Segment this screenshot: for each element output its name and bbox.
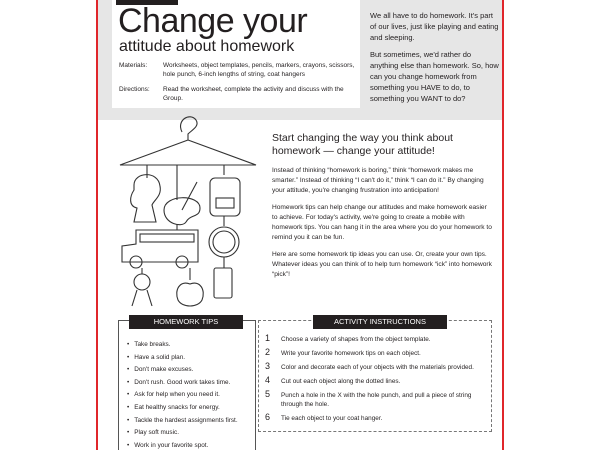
step-text: Choose a variety of shapes from the object template. [281, 336, 431, 343]
tip-item: • Eat healthy snacks for energy. [127, 402, 255, 415]
paintbrush-icon [182, 182, 197, 210]
step-number: 1 [265, 333, 271, 343]
activity-heading: ACTIVITY INSTRUCTIONS [313, 315, 447, 329]
worksheet-page [96, 0, 504, 450]
apple-icon [177, 283, 204, 306]
step-number: 6 [265, 412, 271, 422]
main-paragraph-3: Here are some homework tip ideas you can use. Or, create your own tips. Whatever ideas you can think of to help turn homework “ick” into homework “pick”! [272, 251, 492, 278]
step-text: Punch a hole in the X with the hole punch, and pull a piece of string through the hole. [281, 392, 472, 408]
coat-hanger-mobile-icon [112, 110, 272, 310]
main-paragraph-2: Homework tips can help change our attitudes and make homework easier to achieve. For today's activity, we're going to create a mobile with homework tips. You can hang it in the area where you do your homework to remind you it can be fun. [272, 204, 492, 241]
activity-step [265, 414, 491, 423]
activity-step [265, 335, 491, 344]
directions-label: Directions: [119, 86, 150, 93]
tips-list [119, 321, 255, 450]
intro-text [370, 10, 500, 110]
step-text: Tie each object to your coat hanger. [281, 415, 383, 422]
step-number: 4 [265, 375, 271, 385]
activity-steps-list [259, 321, 491, 423]
tip-item: • Don't rush. Good work takes time. [127, 377, 255, 390]
materials-value: Worksheets, object templates, pencils, markers, crayons, scissors, hole punch, 6-inch lengths of string, coat hangers [163, 62, 355, 78]
cell-phone-icon [214, 268, 232, 298]
tip-item: • Tackle the hardest assignments first. [127, 415, 255, 428]
page-title: Change your [118, 2, 308, 40]
tip-item: • Play soft music. [127, 427, 255, 440]
ribbon-award-icon [134, 274, 150, 290]
step-text: Write your favorite homework tips on each object. [281, 350, 421, 357]
activity-instructions-box [258, 317, 492, 432]
backpack-icon [210, 178, 240, 216]
activity-step [265, 363, 491, 372]
materials-label: Materials: [119, 62, 148, 69]
title-card [112, 0, 360, 108]
step-text: Cut out each object along the dotted lines. [281, 378, 401, 385]
main-content [272, 132, 492, 287]
tip-item: • Don't make excuses. [127, 364, 255, 377]
activity-step [265, 391, 491, 409]
tip-item: • Take breaks. [127, 339, 255, 352]
main-paragraph-1: Instead of thinking “homework is boring,” think “homework makes me smarter.” Instead of thinking “I can't do it,” think “I can do it.” By changing your attitude, you're changing frustration into anticipation! [272, 167, 484, 194]
tip-item: • Have a solid plan. [127, 352, 255, 365]
step-number: 5 [265, 389, 271, 399]
tip-item: • Ask for help when you need it. [127, 389, 255, 402]
tip-item: • Work in your favorite spot. [127, 440, 255, 450]
intro-paragraph-1: We all have to do homework. It's part of our lives, just like playing and eating and sleeping. [370, 11, 499, 42]
homework-tips-box [118, 317, 256, 450]
palette-icon [164, 198, 200, 225]
step-number: 2 [265, 347, 271, 357]
main-heading: Start changing the way you think about homework — change your attitude! [272, 132, 453, 157]
page-subtitle: attitude about homework [119, 38, 295, 55]
activity-step [265, 349, 491, 358]
intro-paragraph-2: But sometimes, we'd rather do anything else than homework. So, how can you change homework from something you HAVE to do, to something you WANT to do? [370, 50, 499, 103]
step-number: 3 [265, 361, 271, 371]
activity-step [265, 377, 491, 386]
step-text: Color and decorate each of your objects with the materials provided. [281, 364, 474, 371]
head-silhouette-icon [131, 175, 161, 222]
tips-heading: HOMEWORK TIPS [129, 315, 243, 329]
directions-value: Read the worksheet, complete the activity and discuss with the Group. [163, 86, 344, 102]
